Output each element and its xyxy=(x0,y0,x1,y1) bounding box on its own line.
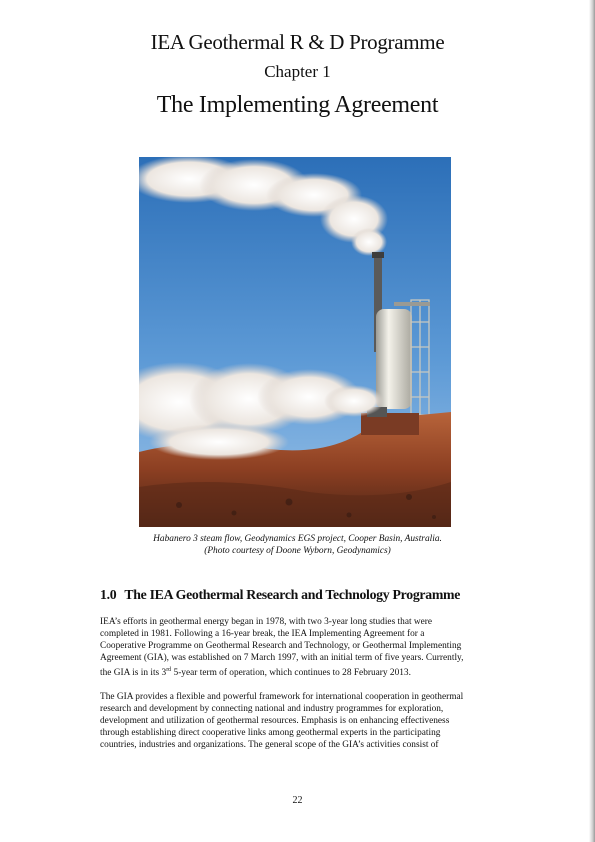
paragraph-line: countries, industries and organizations. The general scope of the GIA’s activities consist of xyxy=(100,740,439,751)
paragraph-line: IEA’s efforts in geothermal energy began in 1978, with two 3-year long studies that were xyxy=(100,617,433,627)
paragraph-line: research and development by connecting national and industry programmes for exploration, xyxy=(100,704,444,715)
paragraph-history xyxy=(100,616,505,680)
section-title: The IEA Geothermal Research and Technology Programme xyxy=(124,587,461,602)
paragraph-text: the GIA is in its 3 xyxy=(100,668,167,679)
habanero-steam-photo xyxy=(139,157,451,527)
paragraph-line: Agreement (GIA), was established on 7 March 1997, with an initial term of five years. Currently, xyxy=(100,653,464,664)
paragraph-framework xyxy=(100,691,505,751)
chapter-title: The Implementing Agreement xyxy=(156,92,439,118)
paragraph-line: through establishing direct cooperative links among geothermal experts in the participating xyxy=(100,728,441,739)
programme-title: IEA Geothermal R & D Programme xyxy=(150,30,445,54)
section-heading xyxy=(100,587,530,603)
ordinal-suffix: rd xyxy=(166,667,172,674)
paragraph-line: completed in 1981. Following a 16-year break, the IEA Implementing Agreement for a xyxy=(100,629,425,640)
page-number: 22 xyxy=(292,795,303,806)
figure-caption xyxy=(60,533,535,557)
chapter-number: Chapter 1 xyxy=(264,62,331,81)
page-edge-shadow xyxy=(589,0,595,842)
paragraph-line: Cooperative Programme on Geothermal Research and Technology, or Geothermal Implementing xyxy=(100,641,462,652)
caption-credit: (Photo courtesy of Doone Wyborn, Geodynamics) xyxy=(204,546,391,556)
caption-line: Habanero 3 steam flow, Geodynamics EGS project, Cooper Basin, Australia. xyxy=(153,534,442,544)
paragraph-line: development and utilization of geothermal resources. Emphasis is on enhancing effectiveness xyxy=(100,716,450,727)
paragraph-line-last xyxy=(100,664,505,679)
section-number: 1.0 xyxy=(100,587,117,602)
paragraph-line: The GIA provides a flexible and powerful framework for international cooperation in geothermal xyxy=(100,692,464,702)
paragraph-text: 5-year term of operation, which continues to 28 February 2013. xyxy=(171,668,411,679)
